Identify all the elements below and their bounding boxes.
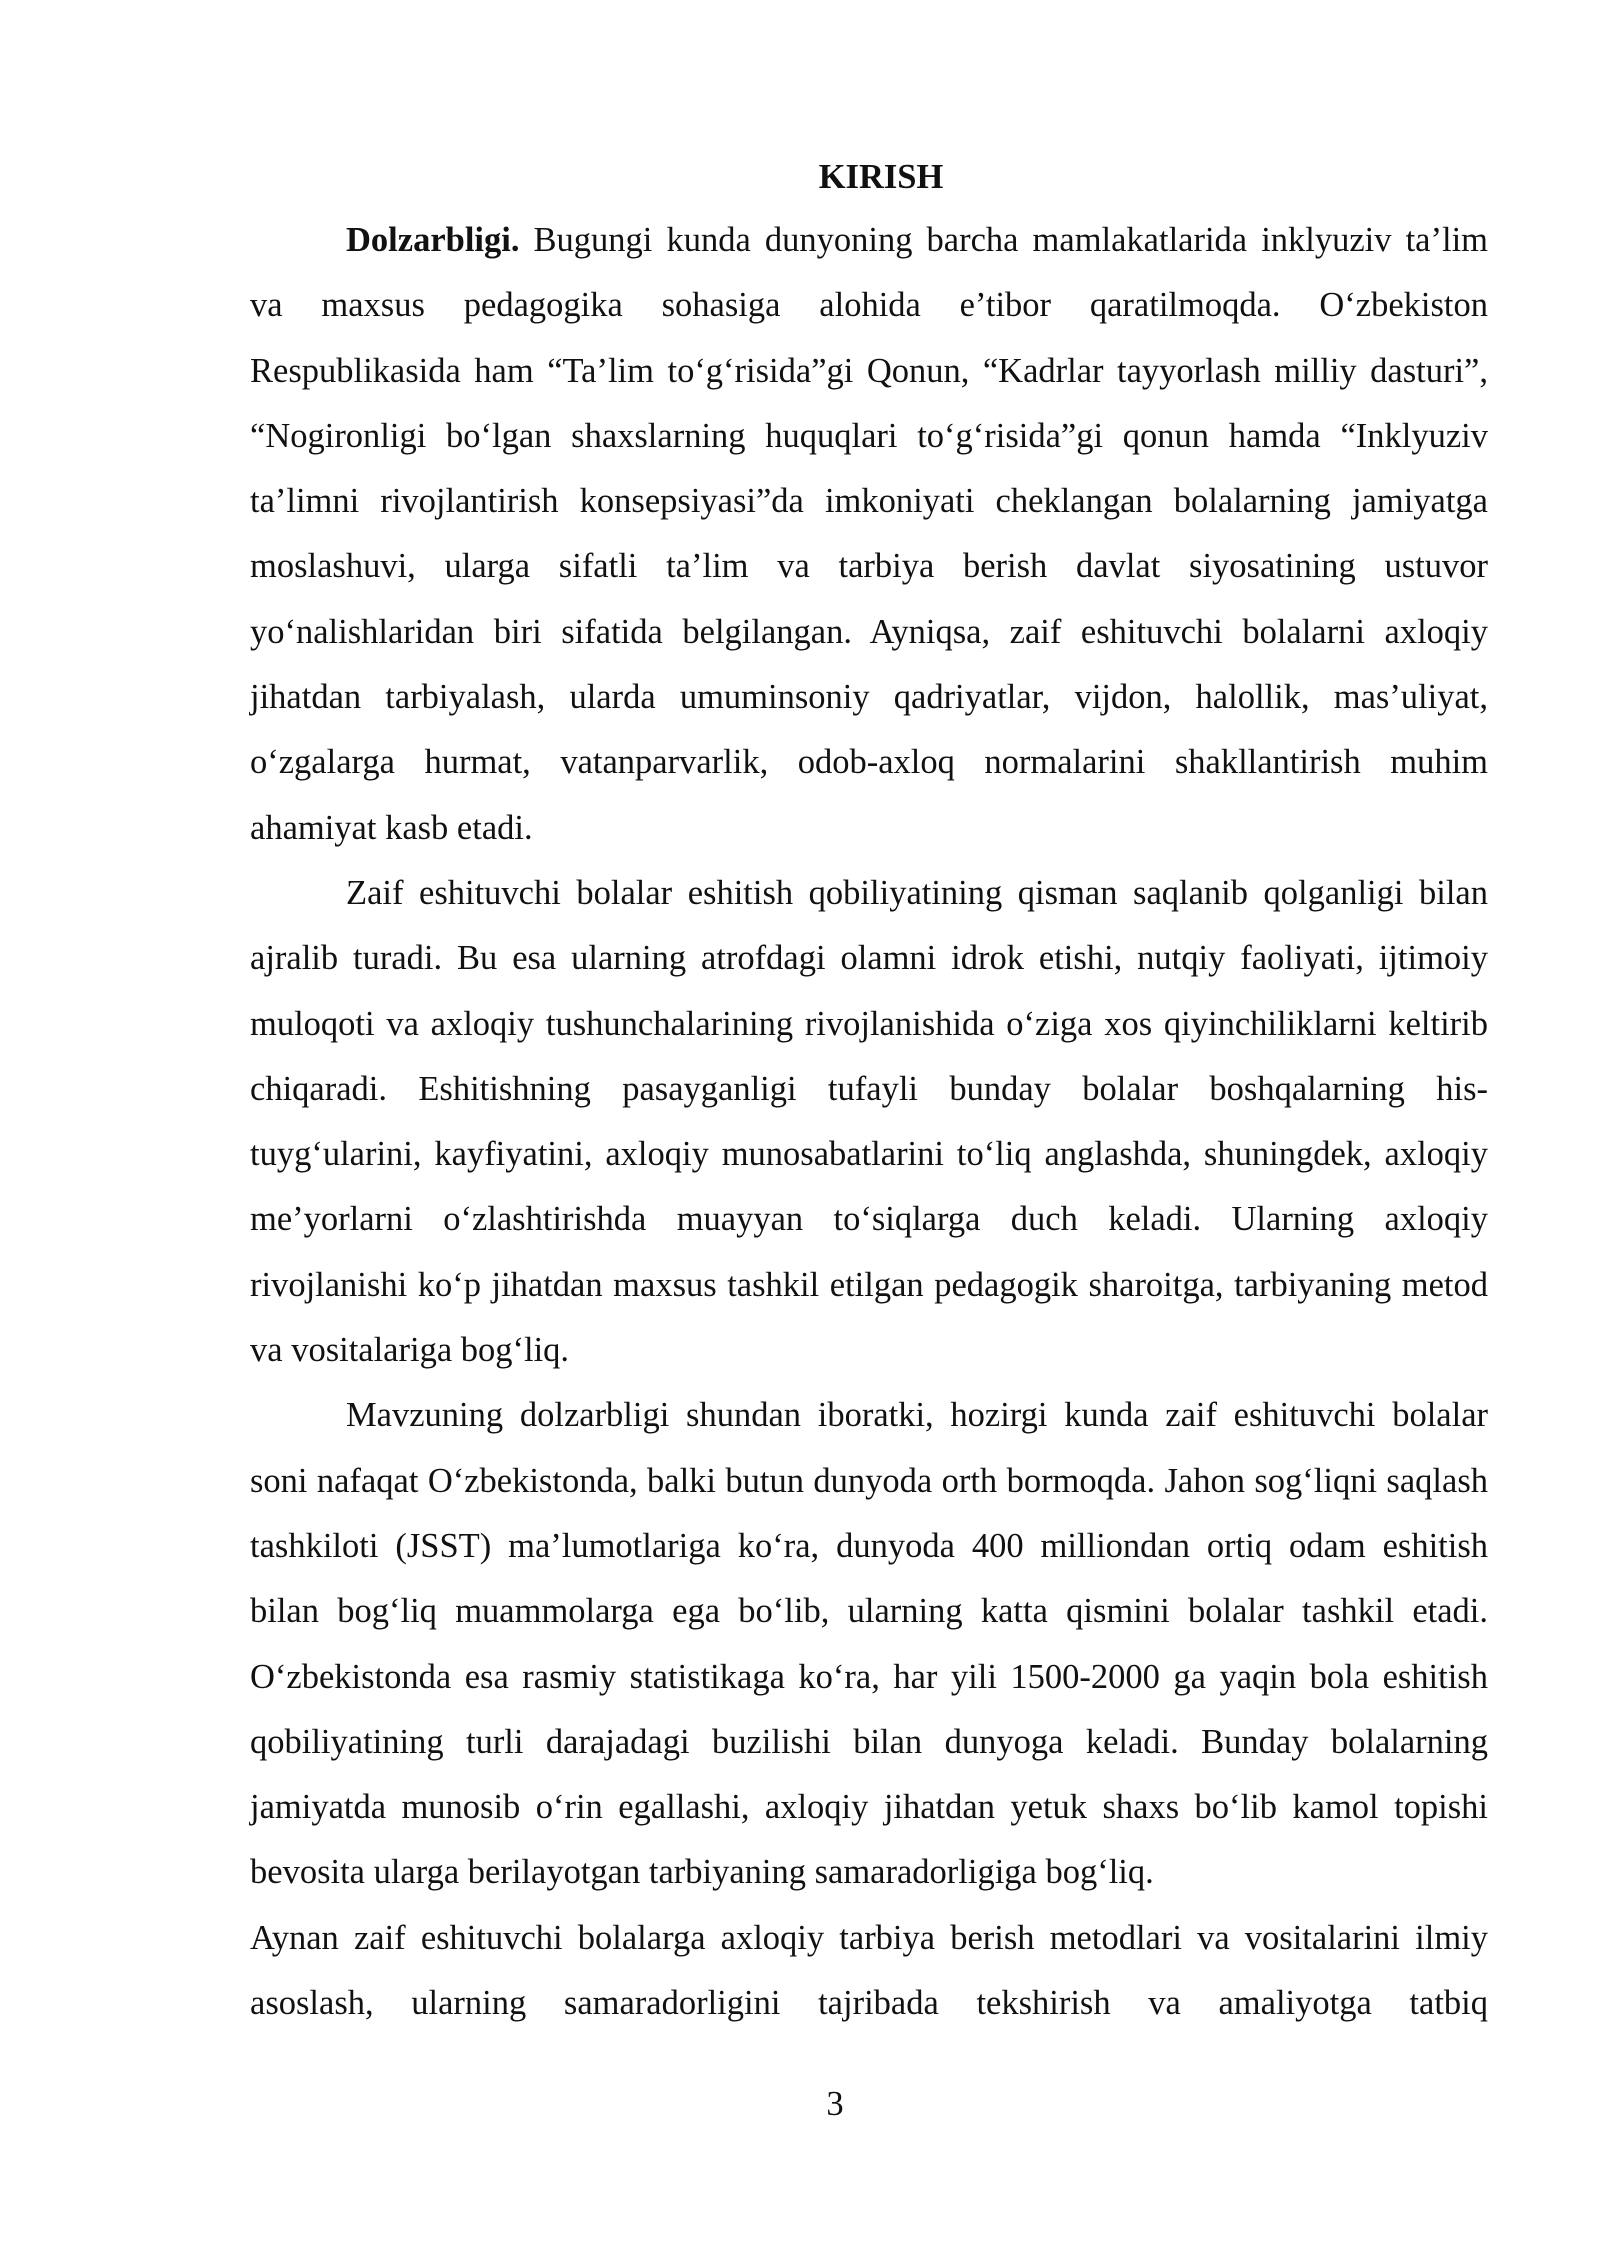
paragraph-lead: Dolzarbligi. — [346, 221, 520, 259]
paragraph-text: Bugungi kunda dunyoning barcha mamlakatlarida inklyuziv ta’lim va maxsus pedagogika sohasiga alohida e’tibor qaratilmoqda. O‘zbekiston Respublikasida ham “Ta’lim to‘g‘risida”gi Qonun, “Kadrlar tayyorlash milliy dasturi”, “Nogironligi bo‘lgan shaxslarning huquqlari to‘g‘risida”gi qonun hamda “Inklyuziv ta’limni rivojlantirish konsepsiyasi”da imkoniyati cheklangan bolalarning jamiyatga moslashuvi, ularga sifatli ta’lim va tarbiya berish davlat siyosatining ustuvor yo‘nalishlaridan biri sifatida belgilangan. Ayniqsa, zaif eshituvchi bolalarni axloqiy jihatdan tarbiyalash, ularda umuminsoniy qadriyatlar, vijdon, halollik, mas’uliyat, o‘zgalarga hurmat, vatanparvarlik, odob-axloq normalarini shakllantirish muhim ahamiyat kasb etadi. — [250, 221, 1488, 847]
paragraph-mavzuning-dolzarbligi: Mavzuning dolzarbligi shundan iboratki, hozirgi kunda zaif eshituvchi bolalar soni nafaqat O‘zbekistonda, balki butun dunyoda orth bormoqda. Jahon sog‘liqni saqlash tashkiloti (JSST) ma’lumotlariga ko‘ra, dunyoda 400 milliondan ortiq odam eshitish bilan bog‘liq muammolarga ega bo‘lib, ularning katta qismini bolalar tashkil etadi. O‘zbekistonda esa rasmiy statistikaga ko‘ra, har yili 1500-2000 ga yaqin bola eshitish qobiliyatining turli darajadagi buzilishi bilan dunyoga keladi. Bunday bolalarning jamiyatda munosib o‘rin egallashi, axloqiy jihatdan yetuk shaxs bo‘lib kamol topishi bevosita ularga berilayotgan tarbiyaning samaradorligiga bog‘liq. — [250, 1396, 1488, 1892]
page-content — [250, 146, 1488, 2036]
page-title: KIRISH — [818, 158, 944, 196]
page-number: 3 — [826, 2085, 844, 2123]
paragraph-dolzarbligi — [250, 208, 1488, 861]
paragraph-zaif-eshituvchi: Zaif eshituvchi bolalar eshitish qobiliyatining qisman saqlanib qolganligi bilan ajralib turadi. Bu esa ularning atrofdagi olamni idrok etishi, nutqiy faoliyati, ijtimoiy muloqoti va axloqiy tushunchalarining rivojlanishida o‘ziga xos qiyinchiliklarni keltirib chiqaradi. Eshitishning pasayganligi tufayli bunday bolalar boshqalarning his-tuyg‘ularini, kayfiyatini, axloqiy munosabatlarini to‘liq anglashda, shuningdek, axloqiy me’yorlarni o‘zlashtirishda muayyan to‘siqlarga duch keladi. Ularning axloqiy rivojlanishi ko‘p jihatdan maxsus tashkil etilgan pedagogik sharoitga, tarbiyaning metod va vositalariga bog‘liq. — [250, 873, 1488, 1370]
paragraph-aynan: Aynan zaif eshituvchi bolalarga axloqiy tarbiya berish metodlari va vositalarini ilmiy asoslash, ularning samaradorligini tajribada tekshirish va amaliyotga tatbiq — [250, 1918, 1488, 2023]
